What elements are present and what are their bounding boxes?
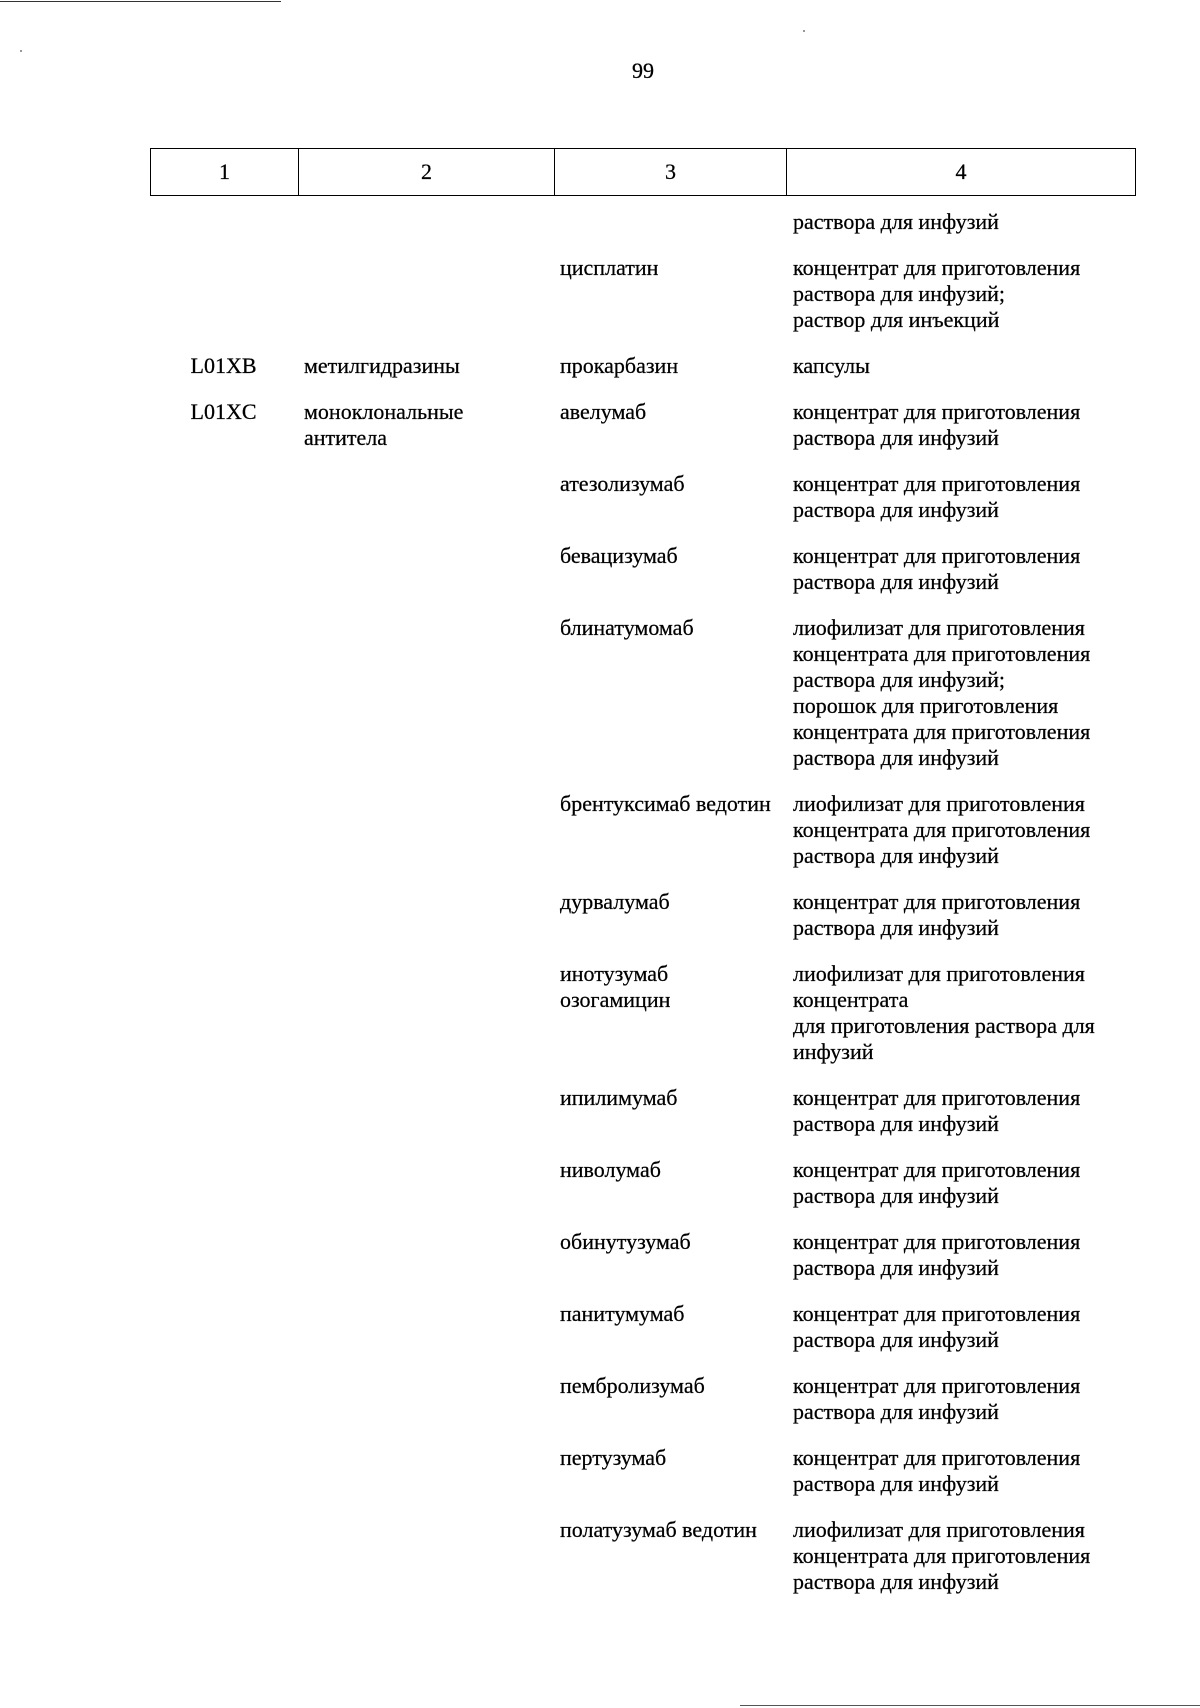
table-row xyxy=(150,1445,1136,1497)
dosage-form-cell xyxy=(785,255,1136,333)
table-row xyxy=(150,543,1136,595)
table-row xyxy=(150,1157,1136,1209)
atc-code-cell xyxy=(150,255,297,333)
atc-code-cell xyxy=(150,471,297,523)
dosage-form-line: концентрат для приготовления xyxy=(793,1373,1081,1398)
atc-code-cell xyxy=(150,1229,297,1281)
drug-name-line: инотузумаб xyxy=(560,961,669,986)
table-row xyxy=(150,961,1136,1065)
atc-code-cell xyxy=(150,961,297,1065)
pharmacological-group-line: моноклональные xyxy=(304,399,464,424)
table-row xyxy=(150,209,1136,235)
dosage-form-cell xyxy=(785,1517,1136,1595)
atc-code-cell xyxy=(150,615,297,771)
table-row xyxy=(150,255,1136,333)
page-number: 99 xyxy=(632,58,654,83)
dosage-form-line: концентрата для приготовления xyxy=(793,641,1091,666)
dosage-form-line: концентрата xyxy=(793,987,909,1012)
dosage-form-cell xyxy=(785,209,1136,235)
dosage-form-line: для приготовления раствора для xyxy=(793,1013,1095,1038)
pharmacological-group-cell xyxy=(297,471,553,523)
dosage-form-line: раствора для инфузий xyxy=(793,425,999,450)
dosage-form-line: концентрат для приготовления xyxy=(793,471,1081,496)
header-cell-4: 4 xyxy=(786,149,1135,195)
dosage-form-line: концентрат для приготовления xyxy=(793,543,1081,568)
table-row xyxy=(150,1517,1136,1595)
drug-name-line: ниволумаб xyxy=(560,1157,661,1182)
pharmacological-group-line: метилгидразины xyxy=(304,353,460,378)
table-row xyxy=(150,889,1136,941)
drug-name-cell xyxy=(553,961,785,1065)
dosage-form-cell xyxy=(785,1229,1136,1281)
drug-table xyxy=(150,148,1136,1615)
drug-name-cell xyxy=(553,1373,785,1425)
drug-name-line: пембролизумаб xyxy=(560,1373,705,1398)
atc-code-cell xyxy=(150,543,297,595)
drug-name-line: пертузумаб xyxy=(560,1445,667,1470)
pharmacological-group-cell xyxy=(297,353,553,379)
pharmacological-group-cell xyxy=(297,399,553,451)
atc-code-cell xyxy=(150,1517,297,1595)
pharmacological-group-cell xyxy=(297,1157,553,1209)
drug-name-cell xyxy=(553,471,785,523)
dosage-form-line: раствора для инфузий xyxy=(793,209,999,234)
dosage-form-cell xyxy=(785,961,1136,1065)
atc-code: L01XC xyxy=(190,399,257,424)
drug-name-line: панитумумаб xyxy=(560,1301,685,1326)
drug-name-cell xyxy=(553,255,785,333)
pharmacological-group-cell xyxy=(297,255,553,333)
dosage-form-line: капсулы xyxy=(793,353,870,378)
scan-speck xyxy=(803,30,805,32)
table-header xyxy=(150,148,1136,196)
scan-edge-line xyxy=(740,1705,1200,1706)
drug-name-line: дурвалумаб xyxy=(560,889,670,914)
dosage-form-line: концентрат для приготовления xyxy=(793,1229,1081,1254)
drug-name-line: полатузумаб ведотин xyxy=(560,1517,757,1542)
pharmacological-group-cell xyxy=(297,961,553,1065)
drug-name-line: озогамицин xyxy=(560,987,671,1012)
drug-name-cell xyxy=(553,791,785,869)
atc-code-cell xyxy=(150,889,297,941)
table-row xyxy=(150,1301,1136,1353)
dosage-form-line: лиофилизат для приготовления xyxy=(793,615,1085,640)
pharmacological-group-cell xyxy=(297,1301,553,1353)
dosage-form-line: порошок для приготовления xyxy=(793,693,1059,718)
dosage-form-cell xyxy=(785,1373,1136,1425)
header-cell-3: 3 xyxy=(554,149,786,195)
pharmacological-group-cell xyxy=(297,889,553,941)
table-row xyxy=(150,1229,1136,1281)
dosage-form-cell xyxy=(785,543,1136,595)
dosage-form-line: концентрат для приготовления xyxy=(793,1085,1081,1110)
atc-code-cell xyxy=(150,1301,297,1353)
drug-name-line: прокарбазин xyxy=(560,353,679,378)
scan-speck xyxy=(20,50,22,52)
dosage-form-line: раствора для инфузий xyxy=(793,843,999,868)
pharmacological-group-cell xyxy=(297,209,553,235)
dosage-form-line: концентрата для приготовления xyxy=(793,719,1091,744)
drug-name-cell xyxy=(553,543,785,595)
table-row xyxy=(150,399,1136,451)
table-body xyxy=(150,196,1136,1595)
pharmacological-group-cell xyxy=(297,1517,553,1595)
table-row xyxy=(150,1085,1136,1137)
dosage-form-line: концентрата для приготовления xyxy=(793,817,1091,842)
dosage-form-line: лиофилизат для приготовления xyxy=(793,791,1085,816)
pharmacological-group-cell xyxy=(297,1373,553,1425)
dosage-form-line: раствора для инфузий xyxy=(793,497,999,522)
table-row xyxy=(150,353,1136,379)
drug-name-cell xyxy=(553,889,785,941)
dosage-form-cell xyxy=(785,615,1136,771)
dosage-form-cell xyxy=(785,1301,1136,1353)
dosage-form-line: концентрат для приготовления xyxy=(793,1445,1081,1470)
dosage-form-line: раствора для инфузий xyxy=(793,1471,999,1496)
drug-name-cell xyxy=(553,1445,785,1497)
atc-code-cell xyxy=(150,1085,297,1137)
dosage-form-line: концентрат для приготовления xyxy=(793,1157,1081,1182)
pharmacological-group-line: антитела xyxy=(304,425,388,450)
dosage-form-line: раствора для инфузий xyxy=(793,1399,999,1424)
dosage-form-cell xyxy=(785,791,1136,869)
drug-name-cell xyxy=(553,615,785,771)
dosage-form-cell xyxy=(785,1445,1136,1497)
dosage-form-line: концентрат для приготовления xyxy=(793,255,1081,280)
drug-name-cell xyxy=(553,1517,785,1595)
drug-name-line: обинутузумаб xyxy=(560,1229,691,1254)
drug-name-line: блинатумомаб xyxy=(560,615,694,640)
dosage-form-line: раствора для инфузий xyxy=(793,1569,999,1594)
drug-name-cell xyxy=(553,1301,785,1353)
dosage-form-line: концентрат для приготовления xyxy=(793,1301,1081,1326)
dosage-form-line: инфузий xyxy=(793,1039,874,1064)
dosage-form-line: раствора для инфузий xyxy=(793,569,999,594)
atc-code-cell xyxy=(150,791,297,869)
scan-edge-line xyxy=(0,1,281,2)
drug-name-line: атезолизумаб xyxy=(560,471,685,496)
drug-name-line: брентуксимаб ведотин xyxy=(560,791,771,816)
drug-name-line: авелумаб xyxy=(560,399,647,424)
dosage-form-line: раствора для инфузий xyxy=(793,745,999,770)
table-row xyxy=(150,791,1136,869)
drug-name-line: цисплатин xyxy=(560,255,659,280)
drug-name-cell xyxy=(553,1157,785,1209)
dosage-form-line: раствора для инфузий xyxy=(793,1255,999,1280)
dosage-form-line: концентрат для приготовления xyxy=(793,399,1081,424)
dosage-form-line: раствора для инфузий xyxy=(793,1183,999,1208)
dosage-form-cell xyxy=(785,889,1136,941)
header-cell-2: 2 xyxy=(298,149,554,195)
dosage-form-line: раствора для инфузий xyxy=(793,1111,999,1136)
atc-code-cell xyxy=(150,1157,297,1209)
dosage-form-line: раствора для инфузий; xyxy=(793,667,1006,692)
drug-name-cell xyxy=(553,1085,785,1137)
dosage-form-cell xyxy=(785,1085,1136,1137)
atc-code-cell xyxy=(150,209,297,235)
drug-name-line: бевацизумаб xyxy=(560,543,678,568)
dosage-form-cell xyxy=(785,353,1136,379)
dosage-form-line: лиофилизат для приготовления xyxy=(793,961,1085,986)
dosage-form-line: раствора для инфузий xyxy=(793,1327,999,1352)
table-row xyxy=(150,471,1136,523)
pharmacological-group-cell xyxy=(297,543,553,595)
atc-code: L01XB xyxy=(190,353,257,378)
dosage-form-line: раствор для инъекций xyxy=(793,307,1000,332)
dosage-form-line: концентрат для приготовления xyxy=(793,889,1081,914)
dosage-form-line: лиофилизат для приготовления xyxy=(793,1517,1085,1542)
atc-code-cell xyxy=(150,353,297,379)
pharmacological-group-cell xyxy=(297,791,553,869)
dosage-form-line: раствора для инфузий xyxy=(793,915,999,940)
atc-code-cell xyxy=(150,1445,297,1497)
dosage-form-cell xyxy=(785,471,1136,523)
table-row xyxy=(150,615,1136,771)
pharmacological-group-cell xyxy=(297,1445,553,1497)
pharmacological-group-cell xyxy=(297,1085,553,1137)
dosage-form-cell xyxy=(785,1157,1136,1209)
drug-name-cell xyxy=(553,1229,785,1281)
header-cell-1: 1 xyxy=(219,159,230,184)
dosage-form-line: концентрата для приготовления xyxy=(793,1543,1091,1568)
drug-name-cell xyxy=(553,209,785,235)
drug-name-cell xyxy=(553,353,785,379)
atc-code-cell xyxy=(150,399,297,451)
pharmacological-group-cell xyxy=(297,615,553,771)
pharmacological-group-cell xyxy=(297,1229,553,1281)
dosage-form-cell xyxy=(785,399,1136,451)
drug-name-line: ипилимумаб xyxy=(560,1085,678,1110)
drug-name-cell xyxy=(553,399,785,451)
dosage-form-line: раствора для инфузий; xyxy=(793,281,1006,306)
table-row xyxy=(150,1373,1136,1425)
atc-code-cell xyxy=(150,1373,297,1425)
